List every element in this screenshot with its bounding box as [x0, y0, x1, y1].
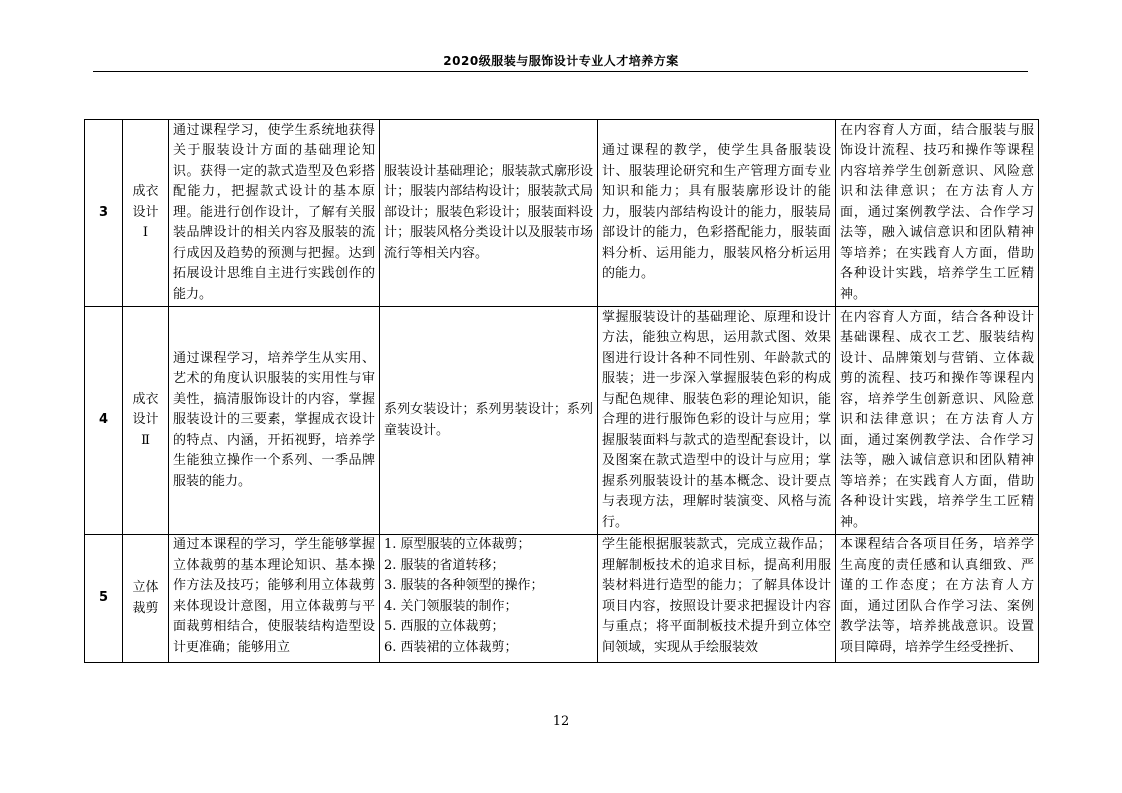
course-ideology: 在内容育人方面，结合服装与服饰设计流程、技巧和操作等课程内容培养学生创新意识、风险意识和法律意识；在方法育人方面，通过案例教学法、合作学习法等，融入诚信意识和团队精神等培养；在实践育人方面，借助各种设计实践，培养学生工匠精神。	[836, 120, 1039, 307]
page-number: 12	[552, 714, 570, 729]
course-objective: 通过课程学习，培养学生从实用、艺术的角度认识服装的实用性与审美性，搞清服饰设计的内容，掌握服装设计的三要素，掌握成衣设计的特点、内涵，开拓视野，培养学生能独立操作一个系列、一季品牌服装的能力。	[169, 307, 380, 535]
list-item: 5. 西服的立体裁剪；	[384, 619, 505, 634]
header-divider	[93, 71, 1028, 72]
course-number: 5	[85, 535, 123, 663]
list-item: 3. 服装的各种领型的操作；	[384, 578, 544, 593]
course-content	[380, 535, 598, 663]
list-item: 6. 西装裙的立体裁剪；	[384, 639, 518, 655]
course-objective: 通过课程学习，使学生系统地获得关于服装设计方面的基础理论知识。获得一定的款式造型及色彩搭配能力，把握款式设计的基本原理。能进行创作设计，了解有关服装品牌设计的相关内容及服装的流行成因及趋势的预测与把握。达到拓展设计思维自主进行实践创作的能力。	[169, 120, 380, 307]
table-row	[85, 307, 1039, 535]
course-requirements: 学生能根据服装款式，完成立裁作品；理解制板技术的追求目标，提高利用服装材料进行造型的能力；了解具体设计项目内容，按照设计要求把握设计内容与重点；将平面制板技术提升到立体空间领域，实现从手绘服装效	[598, 535, 836, 663]
course-number: 4	[85, 307, 123, 535]
course-number: 3	[85, 120, 123, 307]
course-name	[123, 307, 169, 535]
list-item: 1. 原型服装的立体裁剪；	[384, 537, 531, 552]
document-header-title: 2020级服装与服饰设计专业人才培养方案	[443, 54, 679, 68]
course-content: 服装设计基础理论；服装款式廓形设计；服装内部结构设计；服装款式局部设计；服装色彩设计；服装面料设计；服装风格分类设计以及服装市场流行等相关内容。	[380, 120, 598, 307]
course-name-line: 设计	[132, 204, 159, 220]
course-name-line: 设计	[132, 412, 159, 428]
course-name-line: 裁剪	[132, 600, 159, 616]
table-row	[85, 120, 1039, 307]
list-item: 2. 服装的省道转移；	[384, 557, 505, 573]
course-table	[84, 119, 1039, 663]
course-name-line: 成衣	[132, 184, 159, 200]
course-name-line: 成衣	[132, 391, 159, 407]
list-item: 4. 关门领服装的制作；	[384, 598, 518, 614]
course-name	[123, 120, 169, 307]
course-ideology: 在内容育人方面，结合各种设计基础课程、成衣工艺、服装结构设计、品牌策划与营销、立体裁剪的流程、技巧和操作等课程内容，培养学生创新意识、风险意识和法律意识；在方法育人方面，通过案例教学法、合作学习法等，融入诚信意识和团队精神等培养；在实践育人方面，借助各种设计实践，培养学生工匠精神。	[836, 307, 1039, 535]
course-content: 系列女装设计；系列男装设计；系列童装设计。	[380, 307, 598, 535]
course-requirements: 通过课程的教学，使学生具备服装设计、服装理论研究和生产管理方面专业知识和能力；具有服装廓形设计的能力，服装内部结构设计的能力，服装局部设计的能力，色彩搭配能力，服装面料分析、运用能力，服装风格分析运用的能力。	[598, 120, 836, 307]
course-objective: 通过本课程的学习，学生能够掌握立体裁剪的基本理论知识、基本操作方法及技巧；能够利用立体裁剪来体现设计意图，用立体裁剪与平面裁剪相结合，使服装结构造型设计更准确；能够用立	[169, 535, 380, 663]
course-name-line: 立体	[132, 580, 159, 595]
course-name	[123, 535, 169, 663]
course-requirements: 掌握服装设计的基础理论、原理和设计方法，能独立构思，运用款式图、效果图进行设计各种不同性别、年龄款式的服装；进一步深入掌握服装色彩的构成与配色规律、服装色彩的理论知识，能合理的进行服饰色彩的设计与应用；掌握服装面料与款式的造型配套设计，以及图案在款式造型中的设计与应用；掌握系列服装设计的基本概念、设计要点与表现方法，理解时装演变、风格与流行。	[598, 307, 836, 535]
course-ideology: 本课程结合各项目任务，培养学生高度的责任感和认真细致、严谨的工作态度；在方法育人方面，通过团队合作学习法、案例教学法等，培养挑战意识。设置项目障碍，培养学生经受挫折、	[836, 535, 1039, 663]
course-name-line: Ⅰ	[142, 225, 149, 241]
course-name-line: Ⅱ	[141, 432, 150, 448]
table-row	[85, 535, 1039, 663]
